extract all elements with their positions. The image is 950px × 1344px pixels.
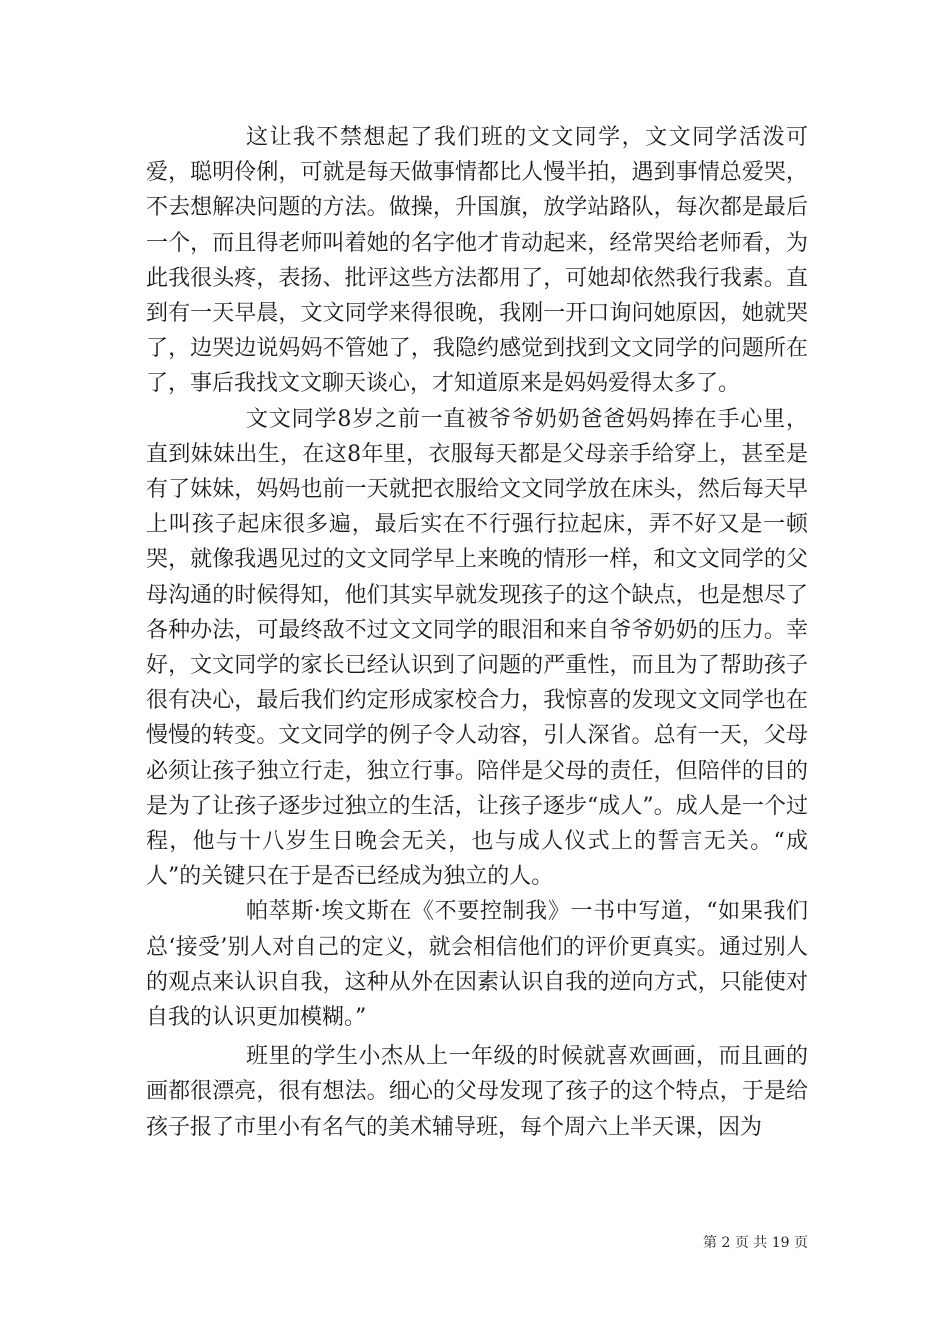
paragraph-xiaojie: 班里的学生小杰从上一年级的时候就喜欢画画，而且画的画都很漂亮，很有想法。细心的父母发现了孩子的这个特点，于是给孩子报了市里小有名气的美术辅导班，每个周六上半天课，因为 xyxy=(146,1044,808,1140)
paragraph-wenwen-family: 文文同学8岁之前一直被爷爷奶奶爸爸妈妈捧在手心里，直到妹妹出生，在这8年里，衣服每天都是父母亲手给穿上，甚至是有了妹妹，妈妈也前一天就把衣服给文文同学放在床头，然后每天早上叫孩子起床很多遍，最后实在不行强行拉起床，弄不好又是一顿哭，就像我遇见过的文文同学早上来晚的情形一样，和文文同学的父母沟通的时候得知，他们其实早就发现孩子的这个缺点，也是想尽了各种办法，可最终敌不过文文同学的眼泪和来自爷爷奶奶的压力。幸好，文文同学的家长已经认识到了问题的严重性，而且为了帮助孩子很有决心，最后我们约定形成家校合力，我惊喜的发现文文同学也在慢慢的转变。文文同学的例子令人动容，引人深省。总有一天，父母必须让孩子独立行走，独立行事。陪伴是父母的责任，但陪伴的目的是为了让孩子逐步过独立的生活，让孩子逐步“成人”。成人是一个过程，他与十八岁生日晚会无关，也与成人仪式上的誓言无关。“成人”的关键只在于是否已经成为独立的人。 xyxy=(146,406,808,890)
document-body xyxy=(146,120,808,1145)
paragraph-quote: 帕萃斯·埃文斯在《不要控制我》一书中写道，“如果我们总‘接受’别人对自己的定义，就会相信他们的评价更真实。通过别人的观点来认识自我，这种从外在因素认识自我的逆向方式，只能使对自我的认识更加模糊。” xyxy=(146,899,808,1031)
paragraph-wenwen-intro: 这让我不禁想起了我们班的文文同学，文文同学活泼可爱，聪明伶俐，可就是每天做事情都比人慢半拍，遇到事情总爱哭，不去想解决问题的方法。做操，升国旗，放学站路队，每次都是最后一个，而且得老师叫着她的名字他才肯动起来，经常哭给老师看，为此我很头疼，表扬、批评这些方法都用了，可她却依然我行我素。直到有一天早晨，文文同学来得很晚，我刚一开口询问她原因，她就哭了，边哭边说妈妈不管她了，我隐约感觉到找到文文同学的问题所在了，事后我找文文聊天谈心，才知道原来是妈妈爱得太多了。 xyxy=(146,125,808,397)
page-number-footer: 第 2 页 共 19 页 xyxy=(703,1235,808,1251)
